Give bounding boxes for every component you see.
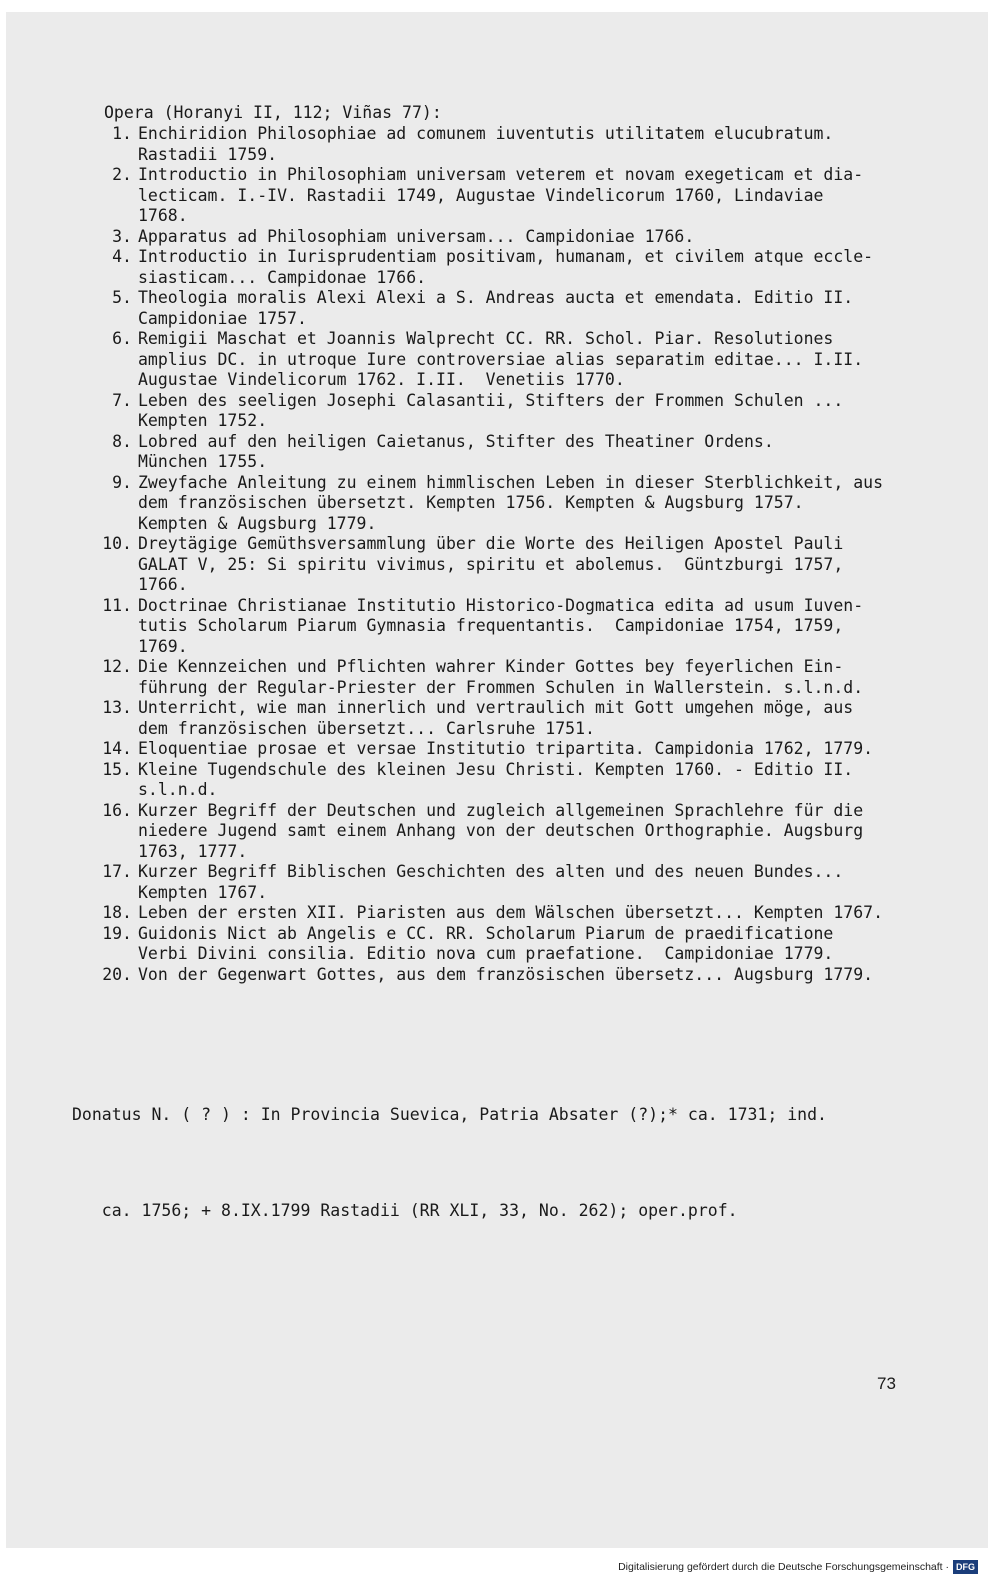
work-line: Die Kennzeichen und Pflichten wahrer Kinder Gottes bey feyerlichen Ein-	[138, 657, 844, 676]
work-line: Unterricht, wie man innerlich und vertraulich mit Gott umgehen möge, aus	[138, 698, 854, 717]
work-line: Augustae Vindelicorum 1762. I.II. Venetiis 1770.	[138, 370, 625, 389]
work-line: Kempten & Augsburg 1779.	[138, 513, 377, 533]
dfg-logo: DFG	[953, 1560, 978, 1574]
digitization-footer	[618, 1560, 978, 1574]
entry-line: ca. 1756; + 8.IX.1799 Rastadii (RR XLI, 33, No. 262); oper.prof.	[72, 1201, 738, 1220]
work-number: 20.	[102, 964, 132, 984]
work-line: München 1755.	[138, 452, 268, 471]
work-line: Campidoniae 1757.	[138, 308, 307, 328]
work-item	[68, 247, 948, 288]
work-item	[68, 739, 948, 760]
work-line: lecticam. I.-IV. Rastadii 1749, Augustae Vindelicorum 1760, Lindaviae	[138, 185, 824, 205]
work-number: 19.	[102, 923, 132, 943]
work-text	[138, 227, 938, 248]
work-item	[68, 924, 948, 965]
work-item	[68, 903, 948, 924]
work-line: amplius DC. in utroque Iure controversiae alias separatim editae... I.II.	[138, 349, 864, 369]
work-item	[68, 391, 948, 432]
work-item	[68, 165, 948, 227]
work-item	[68, 227, 948, 248]
work-item	[68, 698, 948, 739]
work-number: 8.	[112, 431, 132, 451]
work-number: 5.	[112, 288, 132, 307]
work-line: Kempten 1767.	[138, 882, 268, 902]
work-line: 1769.	[138, 636, 188, 656]
work-line: führung der Regular-Priester der Frommen Schulen in Wallerstein. s.l.n.d.	[138, 677, 864, 697]
work-line: siasticam... Campidonae 1766.	[138, 267, 427, 287]
work-line: Leben des seeligen Josephi Calasantii, Stifters der Frommen Schulen ...	[138, 390, 844, 410]
work-line: Guidonis Nict ab Angelis e CC. RR. Scholarum Piarum de praedificatione	[138, 923, 834, 943]
work-number: 14.	[102, 739, 132, 758]
work-text	[138, 288, 938, 329]
work-item	[68, 534, 948, 596]
work-line: 1763, 1777.	[138, 841, 248, 861]
work-line: Enchiridion Philosophiae ad comunem iuventutis utilitatem elucubratum.	[138, 124, 834, 143]
opera-heading: Opera (Horanyi II, 112; Viñas 77):	[104, 103, 442, 122]
work-text	[138, 473, 938, 535]
work-item	[68, 862, 948, 903]
work-number: 17.	[102, 862, 132, 881]
work-number: 9.	[112, 472, 132, 492]
work-line: dem französischen übersetzt... Carlsruhe 1751.	[138, 718, 595, 738]
work-line: Lobred auf den heiligen Caietanus, Stifter des Theatiner Ordens.	[138, 431, 774, 451]
footer-credit: Digitalisierung gefördert durch die Deutsche Forschungsgemeinschaft ·	[618, 1561, 949, 1573]
entry-line: Donatus N. ( ? ) : In Provincia Suevica, Patria Absater (?);* ca. 1731; ind.	[72, 1105, 827, 1124]
work-text	[138, 903, 938, 924]
work-number: 7.	[112, 390, 132, 410]
work-text	[138, 329, 938, 391]
work-number: 2.	[112, 165, 132, 184]
work-line: Eloquentiae prosae et versae Institutio tripartita. Campidonia 1762, 1779.	[138, 739, 874, 758]
work-text	[138, 862, 938, 903]
work-text	[138, 801, 938, 863]
work-number: 18.	[102, 903, 132, 922]
work-line: Rastadii 1759.	[138, 144, 278, 164]
work-line: GALAT V, 25: Si spiritu vivimus, spiritu et abolemus. Güntzburgi 1757,	[138, 554, 844, 574]
work-line: Theologia moralis Alexi Alexi a S. Andreas aucta et emendata. Editio II.	[138, 288, 854, 307]
work-line: niedere Jugend samt einem Anhang von der deutschen Orthographie. Augsburg	[138, 821, 864, 840]
work-item	[68, 329, 948, 391]
page-number: 73	[877, 1374, 896, 1393]
work-line: Kempten 1752.	[138, 411, 268, 430]
work-item	[68, 657, 948, 698]
work-item	[68, 432, 948, 473]
work-line: Zweyfache Anleitung zu einem himmlischen Leben in dieser Sterblichkeit, aus	[138, 472, 884, 492]
work-item	[68, 760, 948, 801]
work-number: 16.	[102, 800, 132, 820]
work-line: Doctrinae Christianae Institutio Historico-Dogmatica edita ad usum Iuven-	[138, 595, 864, 615]
work-line: 1768.	[138, 206, 188, 225]
work-text	[138, 739, 938, 760]
scanned-page	[6, 12, 988, 1548]
work-number: 13.	[102, 698, 132, 717]
work-text	[138, 596, 938, 658]
work-item	[68, 288, 948, 329]
work-text	[138, 760, 938, 801]
work-item	[68, 965, 948, 986]
work-text	[138, 965, 938, 986]
work-text	[138, 165, 938, 227]
work-number: 11.	[102, 595, 132, 615]
work-line: Dreytägige Gemüthsversammlung über die Worte des Heiligen Apostel Pauli	[138, 534, 844, 553]
work-number: 3.	[112, 226, 132, 246]
work-text	[138, 247, 938, 288]
work-text	[138, 391, 938, 432]
work-line: Kurzer Begriff Biblischen Geschichten des alten und des neuen Bundes...	[138, 862, 844, 881]
work-line: Leben der ersten XII. Piaristen aus dem Wälschen übersetzt... Kempten 1767.	[138, 903, 884, 922]
works-list	[68, 124, 948, 985]
work-text	[138, 534, 938, 596]
work-line: s.l.n.d.	[138, 780, 218, 799]
work-line: Kleine Tugendschule des kleinen Jesu Christi. Kempten 1760. - Editio II.	[138, 759, 854, 779]
biographical-entry	[72, 1035, 952, 1291]
work-line: Kurzer Begriff der Deutschen und zugleich allgemeinen Sprachlehre für die	[138, 800, 864, 820]
work-line: Introductio in Philosophiam universam veterem et novam exegeticam et dia-	[138, 165, 864, 184]
work-line: Von der Gegenwart Gottes, aus dem französischen übersetz... Augsburg 1779.	[138, 964, 874, 984]
work-text	[138, 124, 938, 165]
work-line: 1766.	[138, 575, 188, 594]
work-number: 12.	[102, 657, 132, 676]
work-text	[138, 698, 938, 739]
work-text	[138, 657, 938, 698]
work-line: Introductio in Iurisprudentiam positivam, humanam, et civilem atque eccle-	[138, 247, 874, 266]
work-item	[68, 596, 948, 658]
work-number: 10.	[102, 534, 132, 553]
work-number: 4.	[112, 247, 132, 266]
work-line: Remigii Maschat et Joannis Walprecht CC. RR. Schol. Piar. Resolutiones	[138, 329, 834, 348]
work-line: Apparatus ad Philosophiam universam... Campidoniae 1766.	[138, 226, 695, 246]
work-line: Verbi Divini consilia. Editio nova cum praefatione. Campidoniae 1779.	[138, 944, 834, 963]
work-text	[138, 432, 938, 473]
work-item	[68, 473, 948, 535]
work-number: 6.	[112, 329, 132, 348]
work-number: 1.	[112, 124, 132, 143]
work-number: 15.	[102, 759, 132, 779]
work-text	[138, 924, 938, 965]
work-item	[68, 124, 948, 165]
work-line: tutis Scholarum Piarum Gymnasia frequentantis. Campidoniae 1754, 1759,	[138, 616, 844, 635]
work-line: dem französischen übersetzt. Kempten 1756. Kempten & Augsburg 1757.	[138, 493, 804, 512]
work-item	[68, 801, 948, 863]
